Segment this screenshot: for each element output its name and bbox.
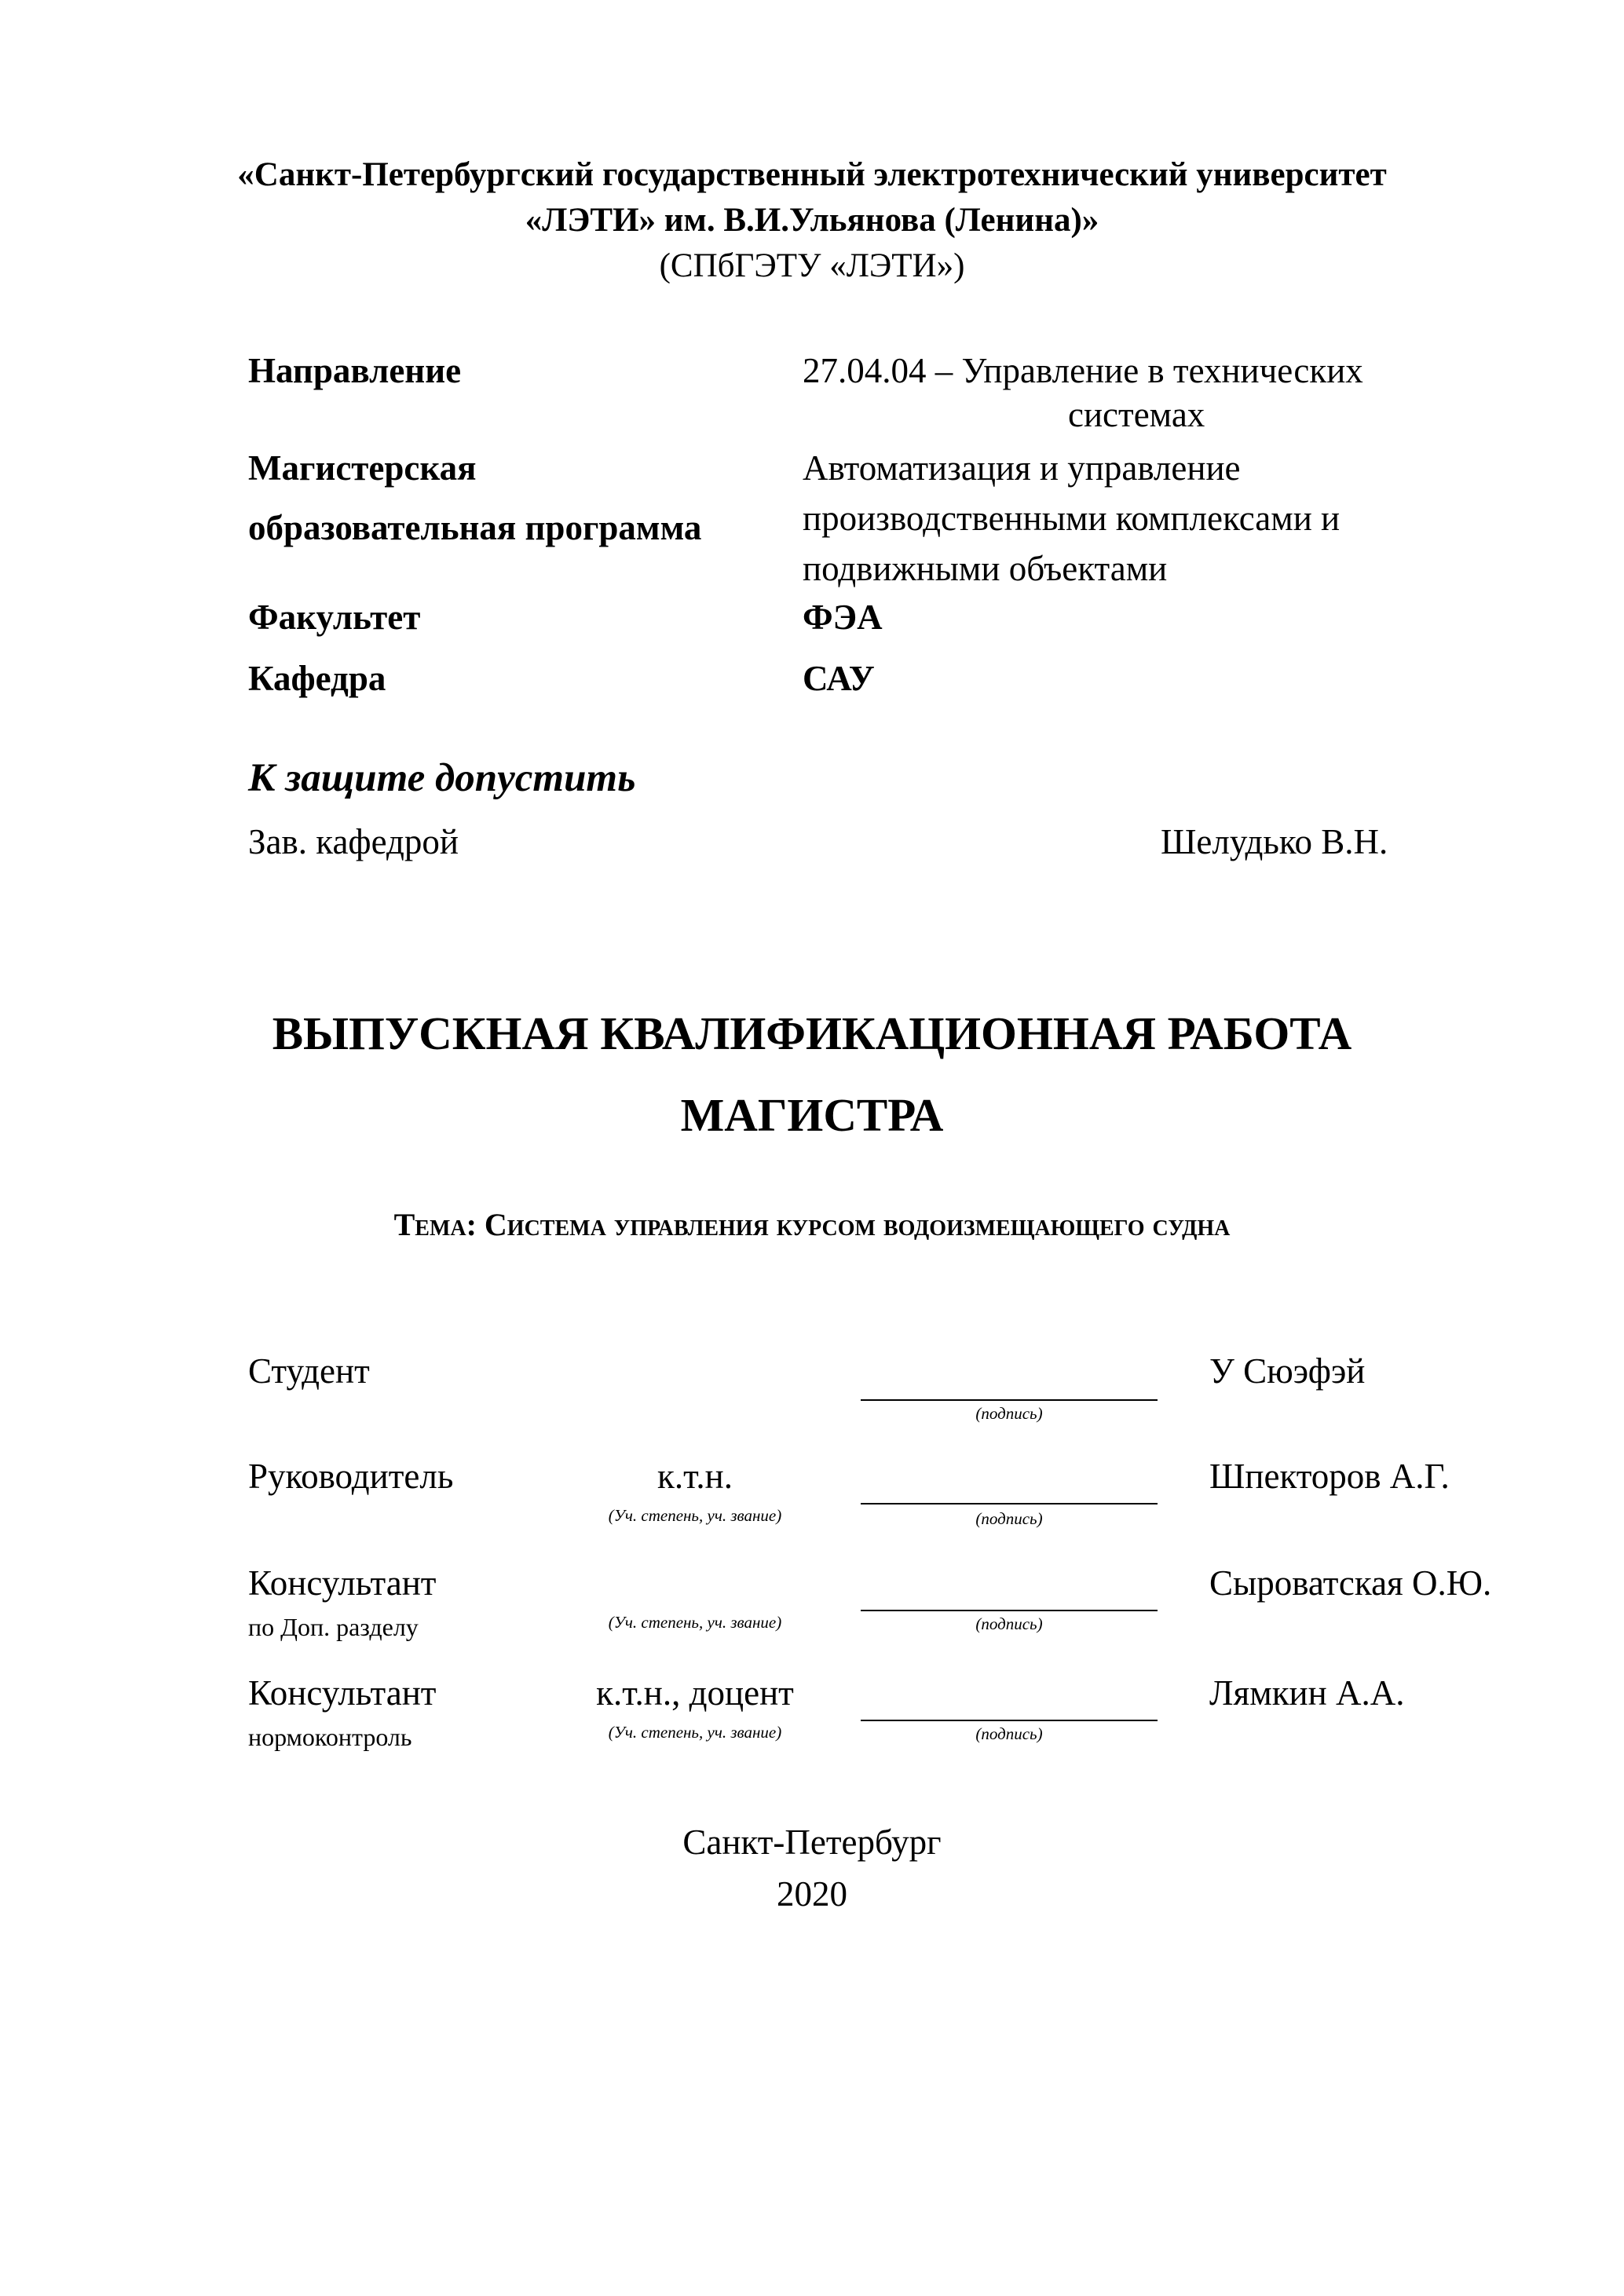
consultant2-degree: к.т.н., доцент: [596, 1673, 794, 1713]
program-value-line1: Автоматизация и управление: [803, 448, 1241, 488]
supervisor-name: Шпекторов А.Г.: [1209, 1457, 1450, 1496]
supervisor-degree: к.т.н.: [657, 1457, 733, 1496]
consultant1-name: Сыроватская О.Ю.: [1209, 1563, 1492, 1603]
consultant1-subrole: по Доп. разделу: [248, 1613, 419, 1641]
student-signature-line: [861, 1399, 1158, 1401]
university-short-name: (СПбГЭТУ «ЛЭТИ»): [659, 247, 965, 284]
consultant1-role: Консультант: [248, 1563, 437, 1603]
supervisor-degree-hint: (Уч. степень, уч. звание): [608, 1506, 782, 1525]
supervisor-signature-line: [861, 1503, 1158, 1504]
consultant1-signature-line: [861, 1610, 1158, 1611]
direction-value-line2: системах: [1068, 395, 1205, 434]
supervisor-signature-hint: (подпись): [975, 1509, 1043, 1528]
faculty-label: Факультет: [248, 598, 421, 637]
department-label: Кафедра: [248, 659, 386, 698]
year: 2020: [777, 1874, 847, 1914]
department-value: САУ: [803, 659, 875, 698]
document-title-line1: ВЫПУСКНАЯ КВАЛИФИКАЦИОННАЯ РАБОТА: [272, 1007, 1352, 1059]
direction-value-line1: 27.04.04 – Управление в технических: [803, 351, 1363, 390]
city: Санкт-Петербург: [682, 1823, 942, 1862]
student-signature-hint: (подпись): [975, 1404, 1043, 1423]
faculty-value: ФЭА: [803, 598, 883, 637]
program-value-line3: подвижными объектами: [803, 549, 1168, 588]
thesis-theme-text: Система управления курсом водоизмещающего судна: [484, 1207, 1231, 1242]
student-name: У Сюэфэй: [1209, 1351, 1366, 1391]
consultant2-signature-hint: (подпись): [975, 1724, 1043, 1743]
supervisor-role: Руководитель: [248, 1457, 454, 1496]
direction-label: Направление: [248, 351, 462, 390]
consultant2-subrole: нормоконтроль: [248, 1723, 412, 1751]
university-name-line2: «ЛЭТИ» им. В.И.Ульянова (Ленина)»: [525, 202, 1099, 239]
consultant1-degree-hint: (Уч. степень, уч. звание): [608, 1613, 782, 1632]
program-label-line2: образовательная программа: [248, 508, 702, 547]
program-label-line1: Магистерская: [248, 448, 477, 488]
student-role: Студент: [248, 1351, 370, 1391]
consultant2-signature-line: [861, 1720, 1158, 1721]
consultant2-degree-hint: (Уч. степень, уч. звание): [608, 1723, 782, 1742]
thesis-theme-prefix: Тема:: [393, 1207, 477, 1242]
head-of-department-label: Зав. кафедрой: [248, 822, 459, 861]
consultant2-name: Лямкин А.А.: [1209, 1673, 1405, 1713]
university-name-line1: «Санкт-Петербургский государственный электротехнический университет: [237, 156, 1387, 193]
program-value-line2: производственными комплексами и: [803, 499, 1341, 538]
thesis-theme: [0, 1206, 1624, 1243]
document-title-line2: МАГИСТРА: [680, 1089, 944, 1141]
consultant2-role: Консультант: [248, 1673, 437, 1713]
admission-heading: К защите допустить: [248, 756, 636, 800]
consultant1-signature-hint: (подпись): [975, 1614, 1043, 1633]
head-of-department-name: Шелудько В.Н.: [1161, 822, 1388, 861]
